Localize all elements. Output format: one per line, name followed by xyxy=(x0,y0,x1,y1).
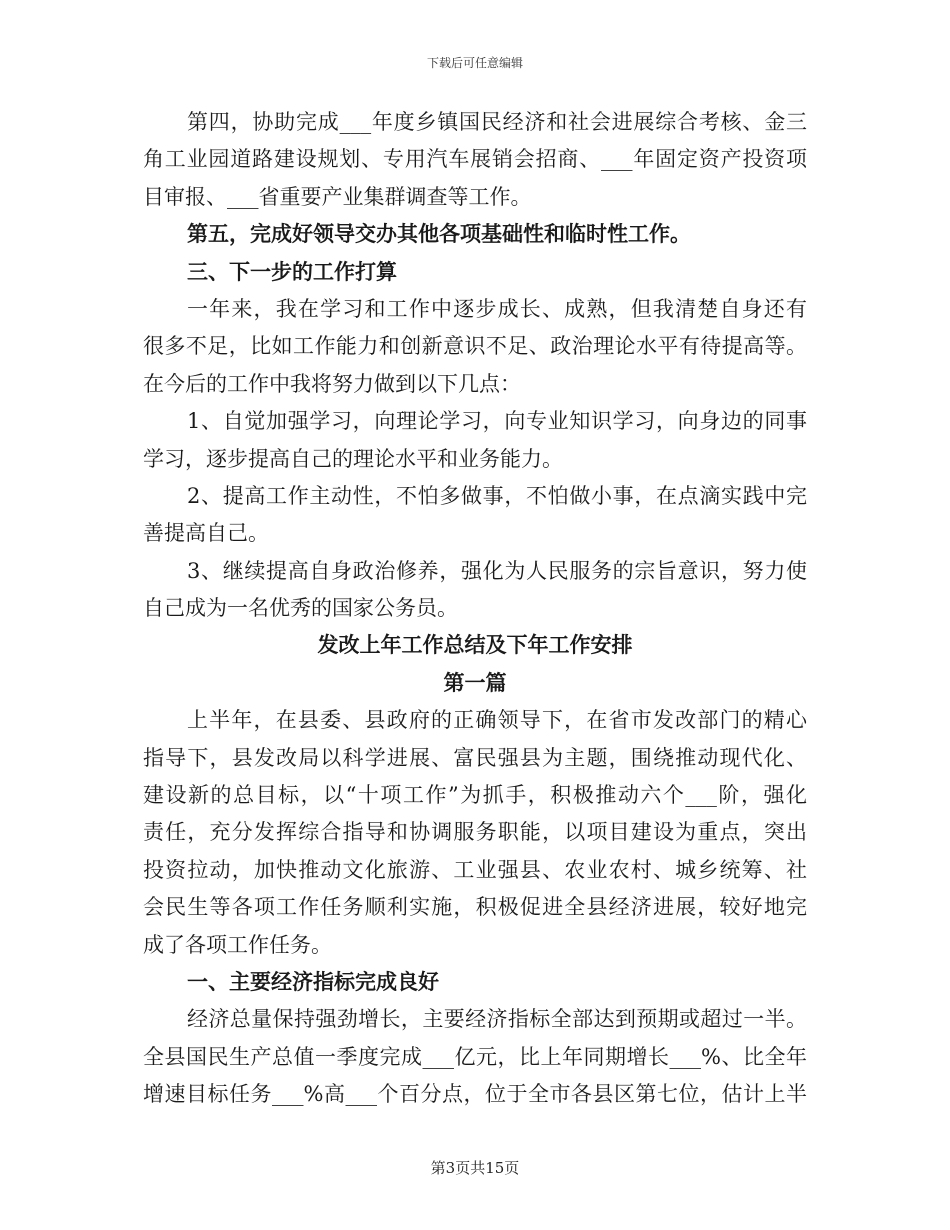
text-line: 3、继续提高自身政治修养，强化为人民服务的宗旨意识，努力使 xyxy=(187,558,807,583)
document-body xyxy=(143,104,807,1114)
text-line: 指导下，县发改局以科学进展、富民强县为主题，围绕推动现代化、 xyxy=(143,745,807,770)
text-line: 一年来，我在学习和工作中逐步成长、成熟，但我清楚自身还有 xyxy=(187,296,807,321)
page-footer: 第3页共15页 xyxy=(430,1159,520,1177)
text-line: 第四，协助完成___年度乡镇国民经济和社会进展综合考核、金三 xyxy=(187,110,807,134)
text-line: 一、主要经济指标完成良好 xyxy=(187,969,439,994)
text-line: 增速目标任务___%高___个百分点，位于全市各县区第七位，估计上半 xyxy=(143,1082,807,1107)
text-line: 善提高自己。 xyxy=(143,521,269,546)
text-line: 第五，完成好领导交办其他各项基础性和临时性工作。 xyxy=(187,222,691,247)
text-line: 责任，充分发挥综合指导和协调服务职能，以项目建设为重点，突出 xyxy=(143,820,807,845)
text-line: 投资拉动，加快推动文化旅游、工业强县、农业农村、城乡统筹、社 xyxy=(143,857,807,882)
text-line: 1、自觉加强学习，向理论学习，向专业知识学习，向身边的同事 xyxy=(187,409,807,434)
text-line: 很多不足，比如工作能力和创新意识不足、政治理论水平有待提高等。 xyxy=(143,334,807,359)
text-line: 三、下一步的工作打算 xyxy=(187,259,397,284)
text-line: 发改上年工作总结及下年工作安排 xyxy=(317,633,633,658)
text-line: 自己成为一名优秀的国家公务员。 xyxy=(143,596,458,621)
text-line: 目审报、___省重要产业集群调查等工作。 xyxy=(143,184,532,209)
text-line: 全县国民生产总值一季度完成___亿元，比上年同期增长___%、比全年 xyxy=(143,1044,807,1069)
text-line: 经济总量保持强劲增长，主要经济指标全部达到预期或超过一半。 xyxy=(187,1007,807,1032)
page-header: 下载后可任意编辑 xyxy=(426,56,523,70)
text-line: 角工业园道路建设规划、专用汽车展销会招商、___年固定资产投资项 xyxy=(143,147,807,172)
text-line: 在今后的工作中我将努力做到以下几点： xyxy=(143,371,521,396)
text-line: 2、提高工作主动性，不怕多做事，不怕做小事，在点滴实践中完 xyxy=(187,483,807,508)
text-line: 成了各项工作任务。 xyxy=(143,932,332,957)
text-line: 学习，逐步提高自己的理论水平和业务能力。 xyxy=(143,446,563,471)
text-line: 会民生等各项工作任务顺利实施，积极促进全县经济进展，较好地完 xyxy=(143,895,807,920)
text-line: 第一篇 xyxy=(443,670,507,695)
text-line: 上半年，在县委、县政府的正确领导下，在省市发改部门的精心 xyxy=(187,708,807,733)
text-line: 建设新的总目标，以“十项工作”为抓手，积极推动六个___阶，强化 xyxy=(143,783,807,808)
